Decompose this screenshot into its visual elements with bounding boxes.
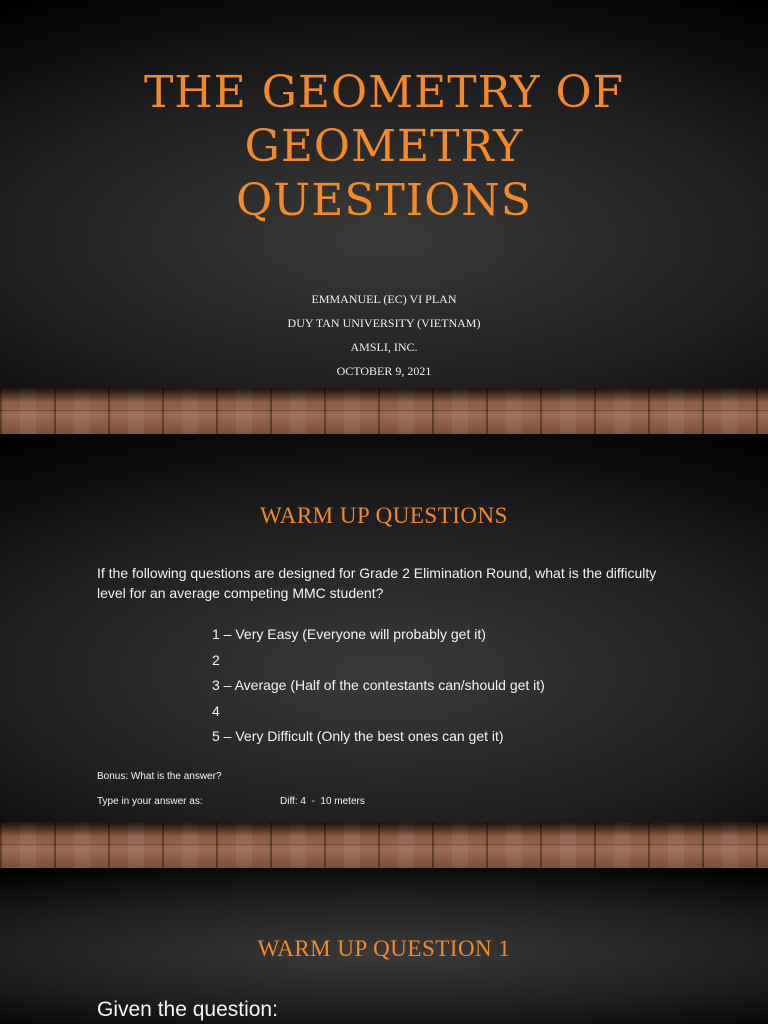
warm-up-slide xyxy=(0,434,768,868)
scale-item: 3 – Average (Half of the contestants can/should get it) xyxy=(212,677,545,693)
difficulty-scale xyxy=(212,622,545,750)
answer-format xyxy=(97,796,365,807)
author-name: EMMANUEL (EC) VI PLAN xyxy=(311,292,457,306)
title-line-2: GEOMETRY xyxy=(244,121,524,172)
title-slide xyxy=(0,0,768,434)
presentation-title xyxy=(0,66,768,228)
scale-item: 1 – Very Easy (Everyone will probably get it) xyxy=(212,626,486,642)
slide-heading: WARM UP QUESTIONS xyxy=(260,503,508,528)
scale-item: 4 xyxy=(212,702,220,719)
answer-label: Type in your answer as: xyxy=(97,796,203,807)
bonus-text: Bonus: What is the answer? xyxy=(97,771,222,782)
presentation-subtitle xyxy=(0,287,768,383)
question-slide xyxy=(0,868,768,1024)
title-line-3: QUESTIONS xyxy=(236,175,532,226)
given-text: Given the question: xyxy=(97,998,278,1021)
answer-example: Diff: 4 - 10 meters xyxy=(280,796,365,807)
wood-floor xyxy=(0,822,768,868)
title-line-1: THE GEOMETRY OF xyxy=(143,67,625,118)
slide-heading: WARM UP QUESTION 1 xyxy=(257,936,511,961)
scale-item: 5 – Very Difficult (Only the best ones can get it) xyxy=(212,728,504,744)
wood-floor xyxy=(0,388,768,434)
intro-text: If the following questions are designed for Grade 2 Elimination Round, what is the difficulty level for an average competing MMC student? xyxy=(97,565,657,601)
author-organization: AMSLI, INC. xyxy=(350,340,418,354)
scale-item: 2 xyxy=(212,651,220,668)
presentation-date: OCTOBER 9, 2021 xyxy=(336,364,432,378)
author-university: DUY TAN UNIVERSITY (VIETNAM) xyxy=(287,316,481,330)
